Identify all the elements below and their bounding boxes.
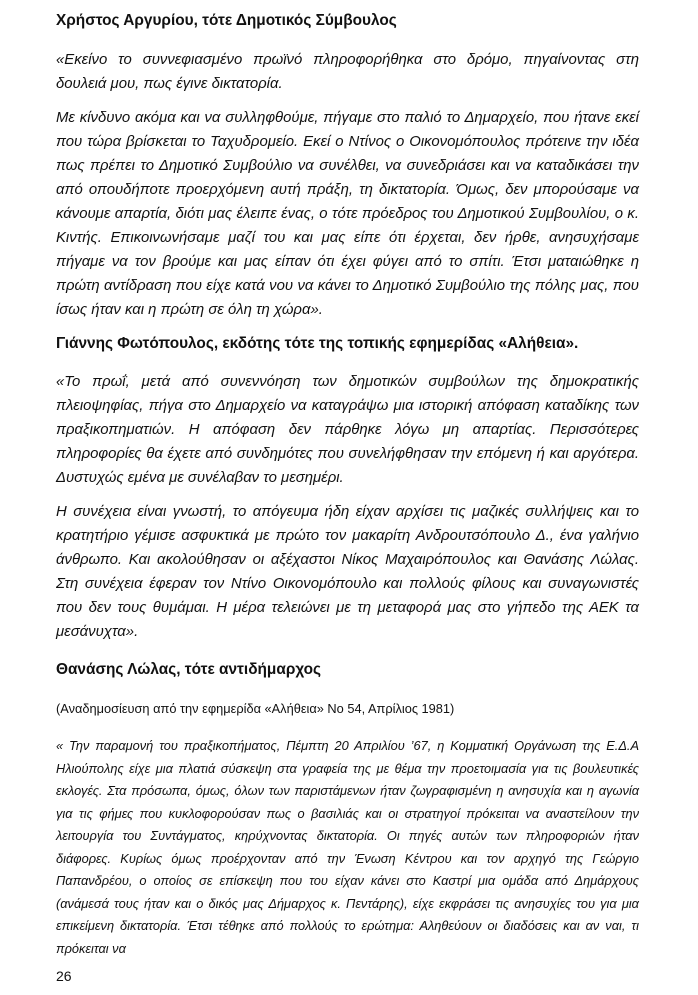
section-heading-argyriou: Χρήστος Αργυρίου, τότε Δημοτικός Σύμβουλος xyxy=(56,12,397,29)
section-heading-lolas: Θανάσης Λώλας, τότε αντιδήμαρχος xyxy=(56,661,322,678)
paragraph: Η συνέχεια είναι γνωστή, το απόγευμα ήδη είχαν αρχίσει τις μαζικές συλλήψεις και το κρατητήριο γέμισε ασφυκτικά με πρώτο τον μακαρίτη Ανδρουτσόπουλο Δ., ένα γαλήνιο άνθρωπο. Και ακολούθησαν οι αξέχαστοι Νίκος Μαχαιρόπουλος και Θανάσης Λώλας. Στη συνέχεια έφεραν τον Ντίνο Οικονομόπουλο και πολλούς φίλους και συναγωνιστές που δεν τους θυμάμαι. Η μέρα τελειώνει με τη μεταφορά μας στο γήπεδο της ΑΕΚ τα μεσάνυχτα». xyxy=(56,504,639,640)
paragraph: Με κίνδυνο ακόμα και να συλληφθούμε, πήγαμε στο παλιό το Δημαρχείο, που ήτανε εκεί που τώρα βρίσκεται το Ταχυδρομείο. Εκεί ο Ντίνος ο Οικονομόπουλος πρότεινε την ιδέα πως πρέπει το Δημοτικό Συμβούλιο να συνέλθει, να συνεδριάσει και να καταδικάσει την από οπουδήποτε προερχόμενη αυτή πράξη, τη δικτατορία. Όμως, δεν μπορούσαμε να κάνουμε απαρτία, διότι μας έλειπε ένας, ο τότε πρόεδρος του Δημοτικού Συμβουλίου, ο κ. Κιντής. Επικοινωνήσαμε μαζί του και μας είπε ότι έρχεται, δεν ήρθε, ανησυχήσαμε πήγαμε να τον βρούμε και μας είπαν ότι έχει φύγει από το σπίτι. Έτσι ματαιώθηκε η πρώτη αντίδραση που είχε κατά νου να κάνει το Δημοτικό Συμβούλιο της πόλης μας, που ίσως ήταν και η πρώτη σε όλη τη χώρα». xyxy=(56,110,639,318)
page-number: 26 xyxy=(56,968,72,984)
paragraph: «Το πρωΐ, μετά από συνεννόηση των δημοτικών συμβούλων της δημοκρατικής πλειοψηφίας, πήγα στο Δημαρχείο να καταγράψω μια ιστορική απόφαση καταδίκης των πραξικοπηματιών. Η απόφαση δεν πάρθηκε λόγω μη απαρτίας. Περισσότερες πληροφορίες θα έχετε από συνδημότες που συνελήφθησαν την επόμενη ή και αργότερα. Δυστυχώς εμένα με συνέλαβαν το μεσημέρι. xyxy=(56,374,639,486)
paragraph: « Την παραμονή του πραξικοπήματος, Πέμπτη 20 Απριλίου ’67, η Κομματική Οργάνωση της Ε.Δ.Α Ηλιούπολης είχε μια πλατιά σύσκεψη στα γραφεία της με θέμα την προετοιμασία για τις βουλευτικές εκλογές. Στα πρόσωπα, όμως, όλων των παριστάμενων ήταν ζωγραφισμένη η ανησυχία και η αγωνία για τις φήμες που κυκλοφορούσαν πως ο βασιλιάς και οι στρατηγοί πρόκειται να αναστείλουν την λειτουργία του Συντάγματος, κηρύχνοντας δικτατορία. Οι πηγές αυτών των πληροφοριών ήταν διάφορες. Κυρίως όμως προέρχονταν από την Ένωση Κέντρου και τον αρχηγό της Γεώργιο Παπανδρέου, ο οποίος σε επίσκεψη που του είχαν κάνει στο Καστρί μια ομάδα από Δημάρχους (ανάμεσά τους ήταν και ο δικός μας Δήμαρχος κ. Πεντάρης), είχε εκφράσει τις ανησυχίες του για μια επικείμενη δικτατορία. Έτσι τέθηκε από πολλούς το ερώτημα: Αληθεύουν οι διαδόσεις και αν ναι, τι πρόκειται να xyxy=(56,738,639,956)
section-heading-fotopoulos: Γιάννης Φωτόπουλος, εκδότης τότε της τοπικής εφημερίδας «Αλήθεια». xyxy=(56,335,579,352)
source-note: (Αναδημοσίευση από την εφημερίδα «Αλήθεια» Νο 54, Απρίλιος 1981) xyxy=(56,701,455,716)
paragraph: «Εκείνο το συννεφιασμένο πρωϊνό πληροφορήθηκα στο δρόμο, πηγαίνοντας στη δουλειά μου, πως έγινε δικτατορία. xyxy=(56,52,639,92)
